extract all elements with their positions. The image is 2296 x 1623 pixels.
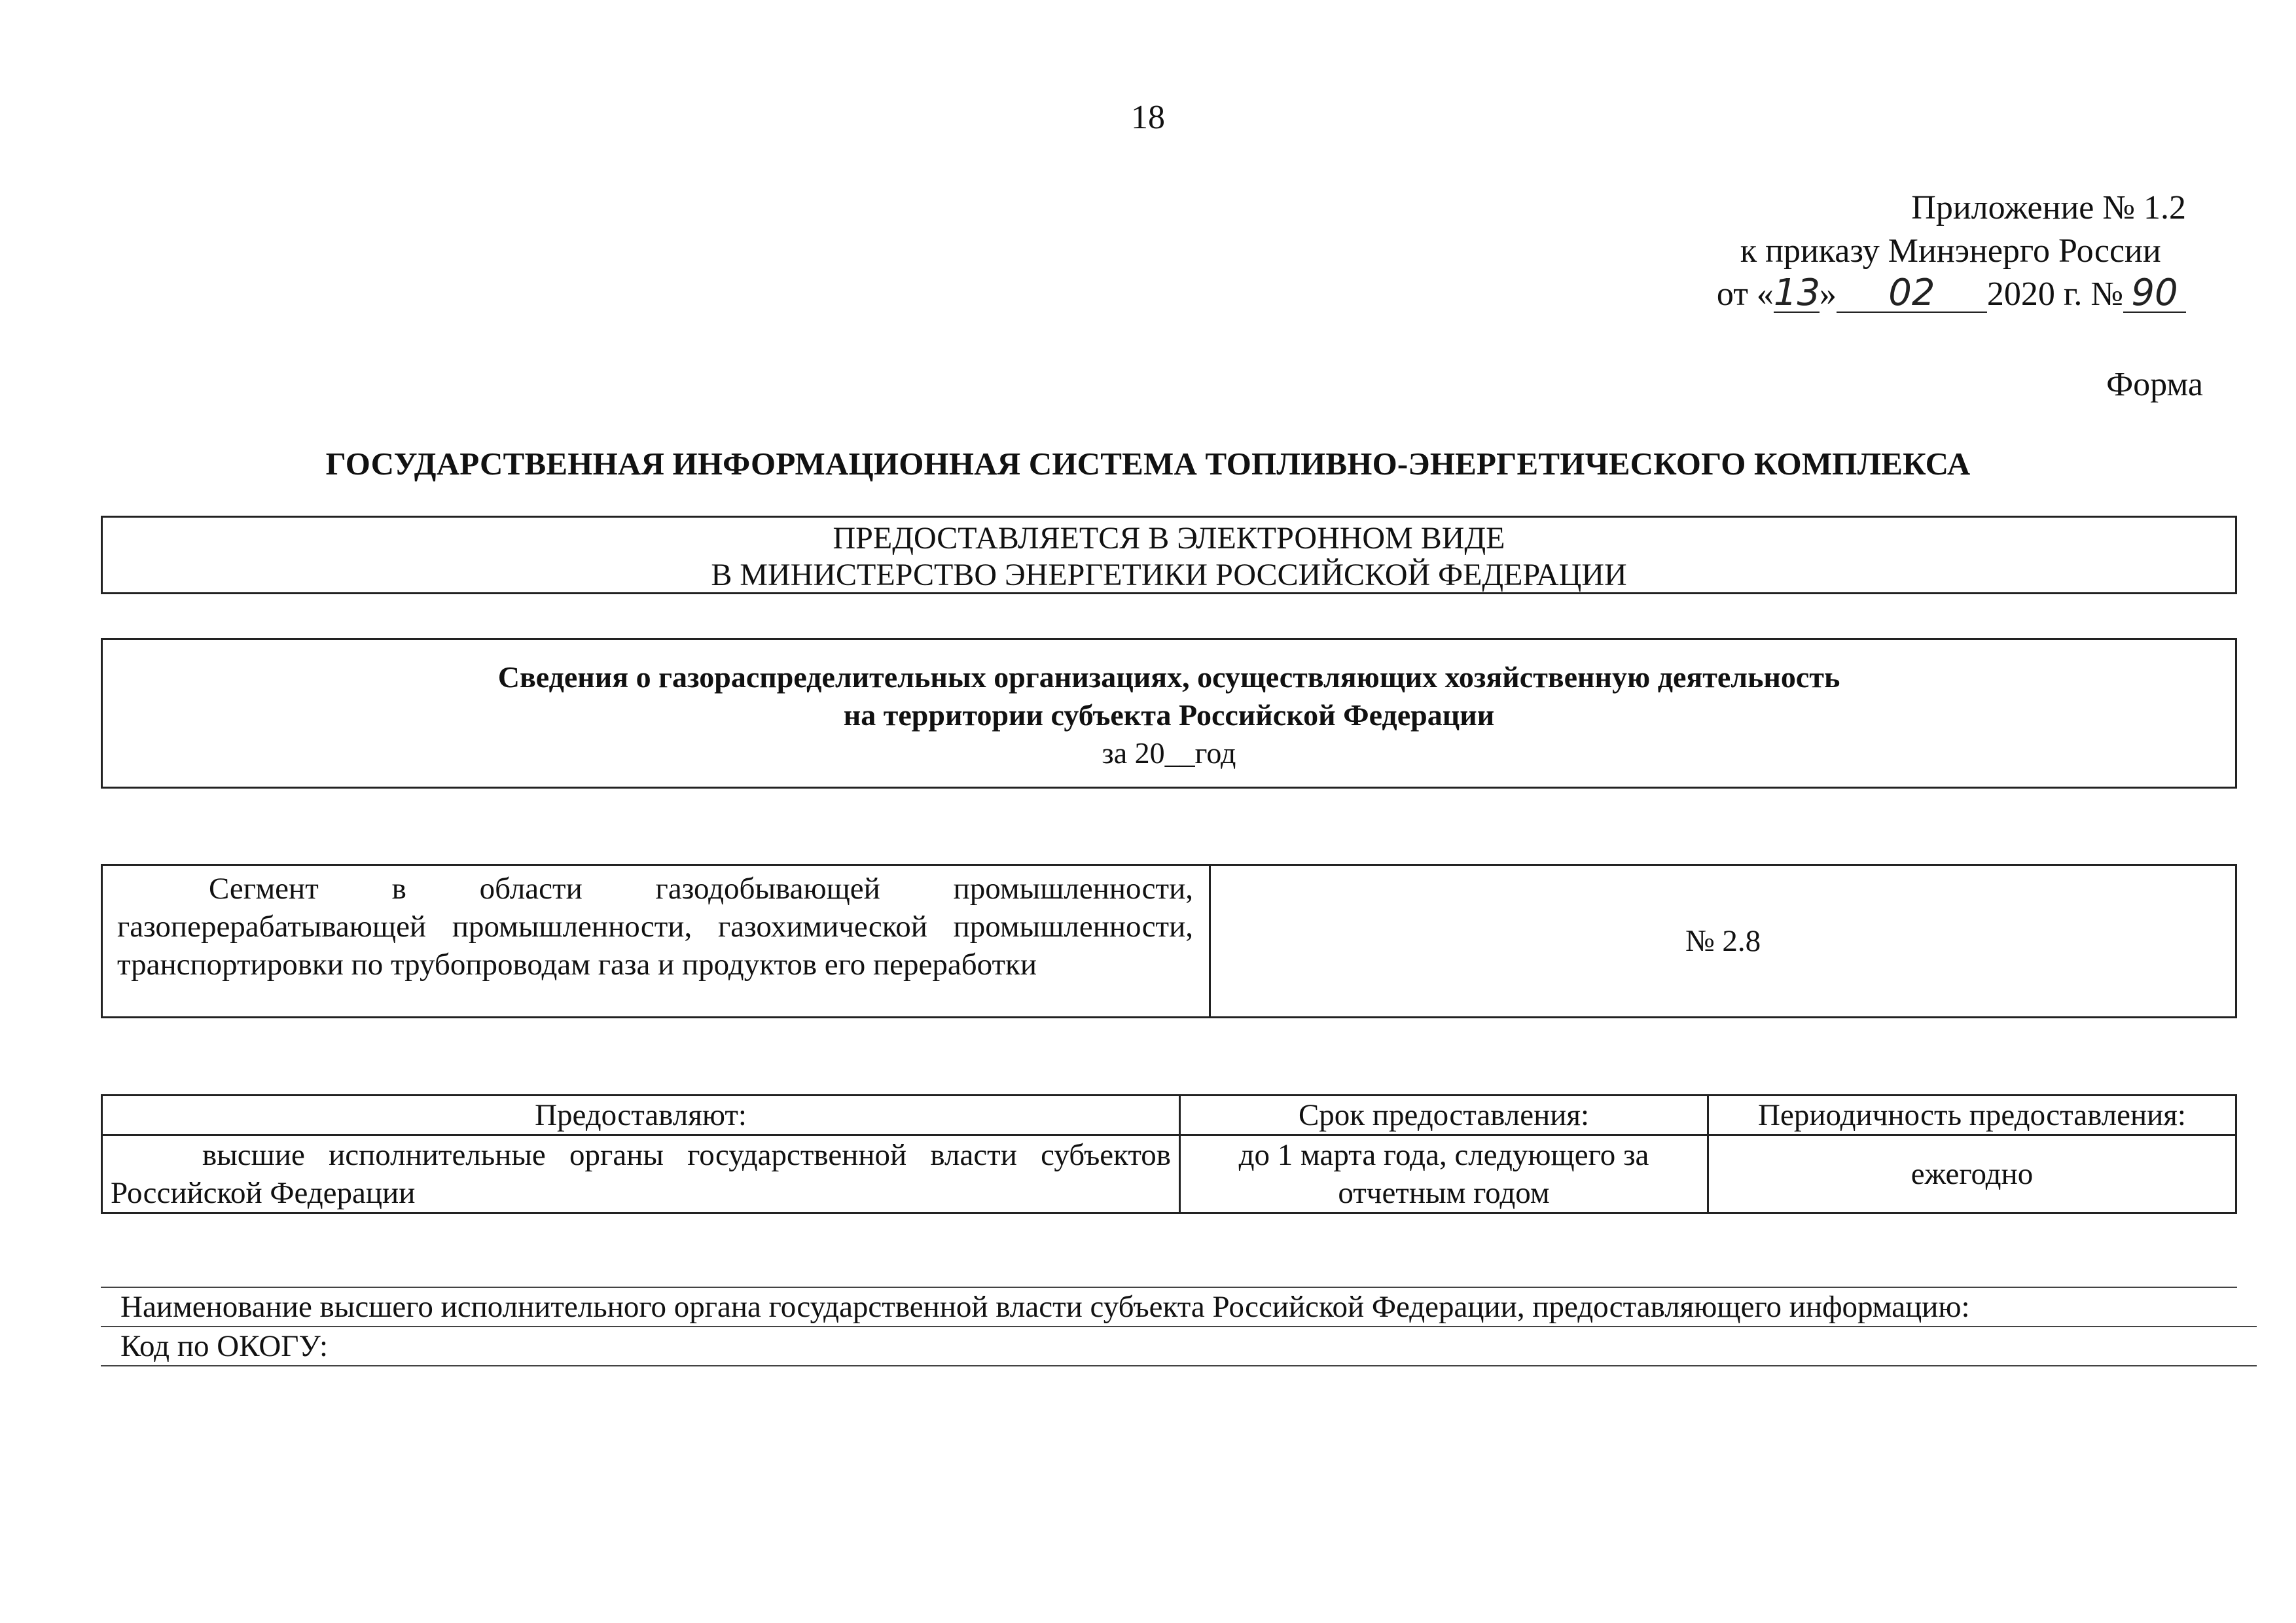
okogu-code-field[interactable]: Код по ОКОГУ: — [101, 1327, 2257, 1366]
year-and-number-label: 2020 г. № — [1986, 276, 2123, 313]
report-period: за 20__год — [1102, 736, 1236, 770]
date-prefix: от « — [1716, 276, 1774, 313]
provision-table — [101, 1094, 2237, 1214]
segment-description: Сегмент в области газодобывающей промышленности, газоперерабатывающей промышленности, газохимической промышленности, транспортировки по трубопроводам газа и продуктов его переработки — [102, 865, 1210, 1018]
appendix-header — [1717, 187, 2186, 316]
cell-deadline: до 1 марта года, следующего за отчетным годом — [1180, 1135, 1708, 1213]
report-title-line-2: на территории субъекта Российской Федерации — [843, 698, 1495, 732]
system-title: ГОСУДАРСТВЕННАЯ ИНФОРМАЦИОННАЯ СИСТЕМА ТОПЛИВНО-ЭНЕРГЕТИЧЕСКОГО КОМПЛЕКСА — [325, 446, 1971, 482]
segment-row — [102, 865, 2236, 1018]
org-name-field[interactable]: Наименование высшего исполнительного органа государственной власти субъекта Российской Федерации, предоставляющего информацию: — [101, 1288, 2257, 1327]
segment-number: № 2.8 — [1210, 865, 2236, 1018]
report-title-line-1: Сведения о газораспределительных организациях, осуществляющих хозяйственную деятельность — [497, 660, 1840, 694]
segment-table — [101, 864, 2237, 1018]
appendix-number: Приложение № 1.2 — [1911, 189, 2186, 226]
handwritten-month: 02 — [1837, 275, 1987, 313]
form-label: Форма — [2106, 366, 2203, 403]
provision-header-row — [102, 1096, 2236, 1135]
header-frequency: Периодичность предоставления: — [1708, 1096, 2236, 1135]
cell-providers: высшие исполнительные органы государственной власти субъектов Российской Федерации — [102, 1135, 1180, 1213]
date-quote-close: » — [1819, 276, 1837, 313]
appendix-order-date — [1717, 273, 2186, 316]
submission-line-1: ПРЕДОСТАВЛЯЕТСЯ В ЭЛЕКТРОННОМ ВИДЕ — [833, 521, 1505, 556]
submission-box — [101, 516, 2237, 594]
handwritten-order-number: 90 — [2123, 275, 2186, 313]
header-providers: Предоставляют: — [102, 1096, 1180, 1135]
report-title-box — [101, 638, 2237, 789]
header-deadline: Срок предоставления: — [1180, 1096, 1708, 1135]
provision-data-row — [102, 1135, 2236, 1213]
appendix-order-ref: к приказу Минэнерго России — [1740, 232, 2161, 270]
submission-line-2: В МИНИСТЕРСТВО ЭНЕРГЕТИКИ РОССИЙСКОЙ ФЕДЕРАЦИИ — [711, 558, 1627, 592]
handwritten-day: 13 — [1773, 272, 1821, 314]
page-number: 18 — [1131, 99, 1165, 136]
cell-frequency: ежегодно — [1708, 1135, 2236, 1213]
